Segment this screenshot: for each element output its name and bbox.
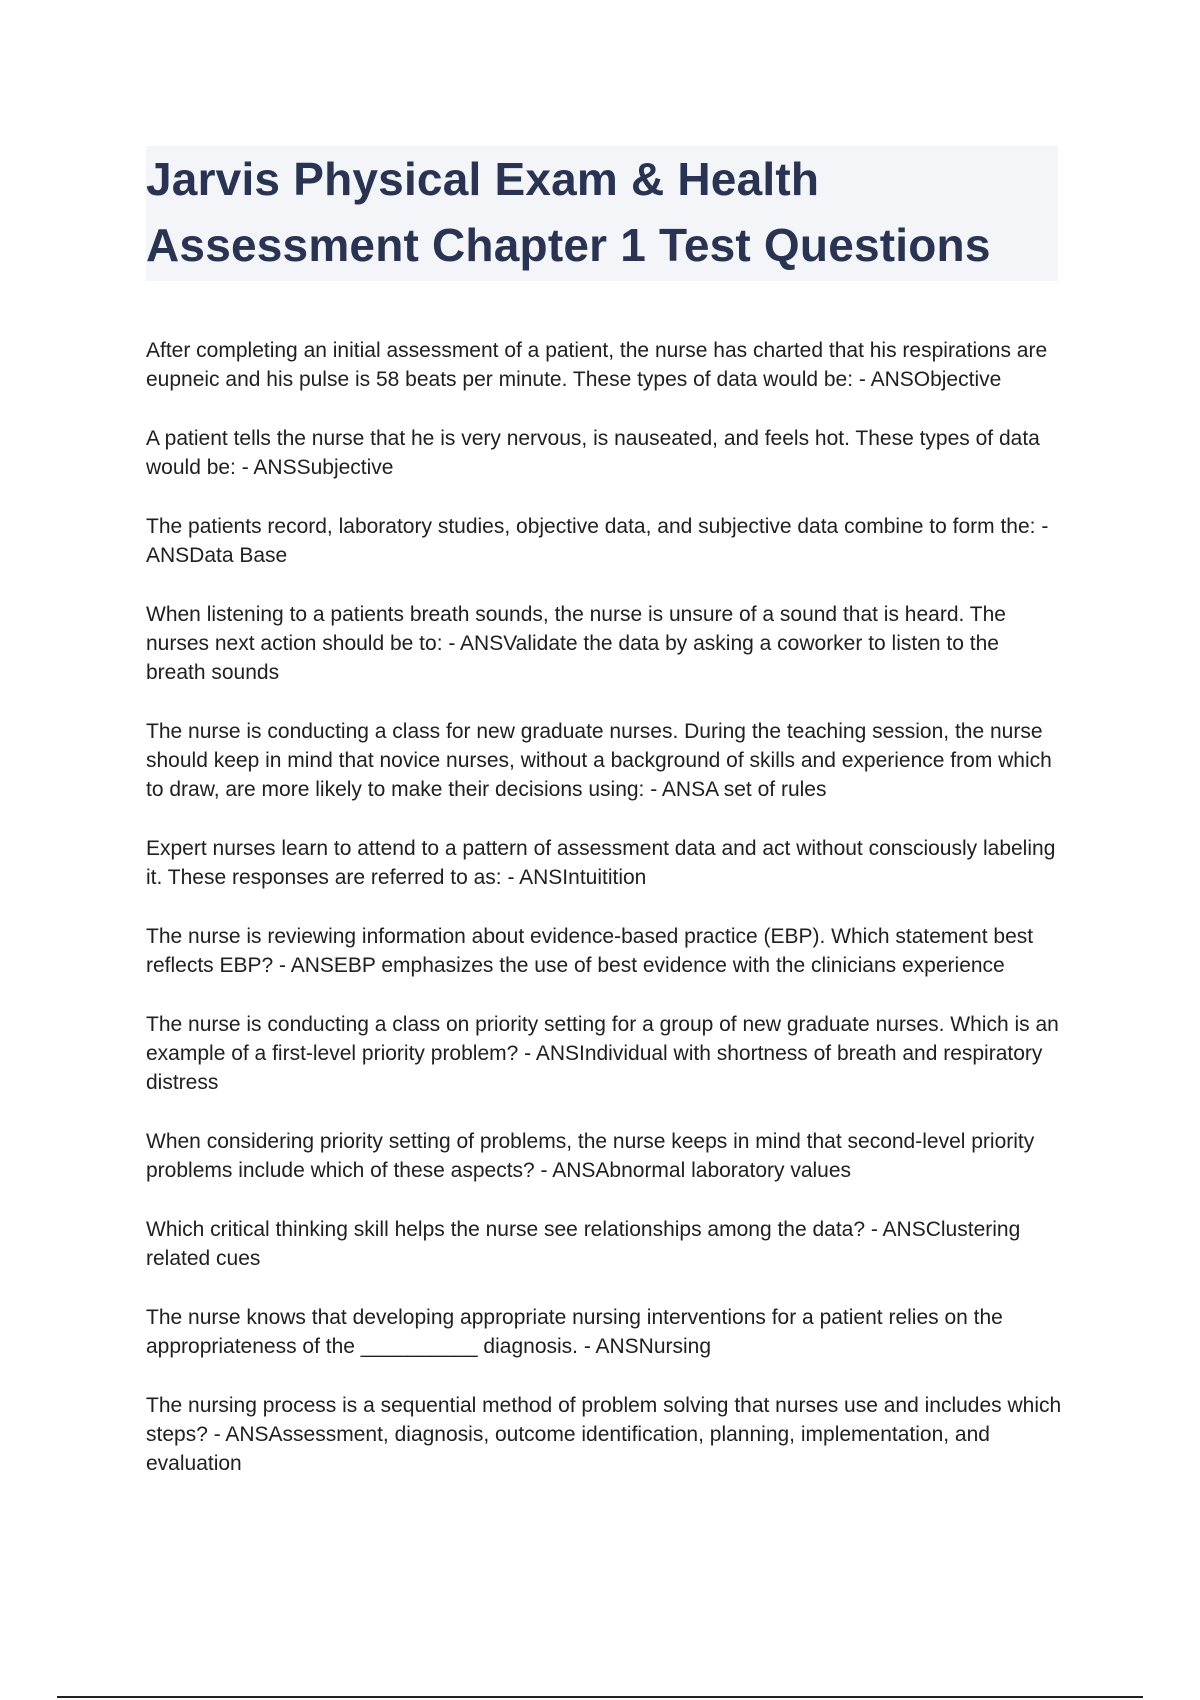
question-item: The nurse is conducting a class for new graduate nurses. During the teaching session, the nurse should keep in mind that novice nurses, without a background of skills and experience from which to draw, are more likely to make their decisions using: - ANSA set of rules (146, 720, 1052, 801)
question-item: After completing an initial assessment of a patient, the nurse has charted that his respirations are eupneic and his pulse is 58 beats per minute. These types of data would be: - ANSObjective (146, 339, 1048, 391)
question-item: A patient tells the nurse that he is very nervous, is nauseated, and feels hot. These types of data would be: - ANSSubjective (146, 427, 1040, 479)
question-item: When considering priority setting of problems, the nurse keeps in mind that second-level priority problems include which of these aspects? - ANSAbnormal laboratory values (146, 1130, 1035, 1182)
question-item: Expert nurses learn to attend to a pattern of assessment data and act without consciously labeling it. These responses are referred to as: - ANSIntuitition (146, 837, 1056, 889)
question-list (146, 336, 1062, 1508)
question-item: When listening to a patients breath sounds, the nurse is unsure of a sound that is heard. The nurses next action should be to: - ANSValidate the data by asking a coworker to listen to the breath sounds (146, 603, 1006, 684)
question-item: The nurse knows that developing appropriate nursing interventions for a patient relies on the appropriateness of the __________ diagnosis. - ANSNursing (146, 1306, 1003, 1358)
footer-divider (57, 1696, 1143, 1698)
question-item: The nurse is reviewing information about evidence-based practice (EBP). Which statement best reflects EBP? - ANSEBP emphasizes the use of best evidence with the clinicians experience (146, 925, 1034, 977)
question-item: Which critical thinking skill helps the nurse see relationships among the data? - ANSClustering related cues (146, 1218, 1021, 1270)
title-banner (146, 146, 1058, 281)
page-title: Jarvis Physical Exam & Health Assessment Chapter 1 Test Questions (146, 153, 991, 271)
question-item: The nurse is conducting a class on priority setting for a group of new graduate nurses. Which is an example of a first-level priority problem? - ANSIndividual with shortness of breath and respiratory distress (146, 1013, 1059, 1094)
question-item: The patients record, laboratory studies, objective data, and subjective data combine to form the: - ANSData Base (146, 515, 1049, 567)
question-item: The nursing process is a sequential method of problem solving that nurses use and includes which steps? - ANSAssessment, diagnosis, outcome identification, planning, implementation, and evaluation (146, 1394, 1062, 1475)
